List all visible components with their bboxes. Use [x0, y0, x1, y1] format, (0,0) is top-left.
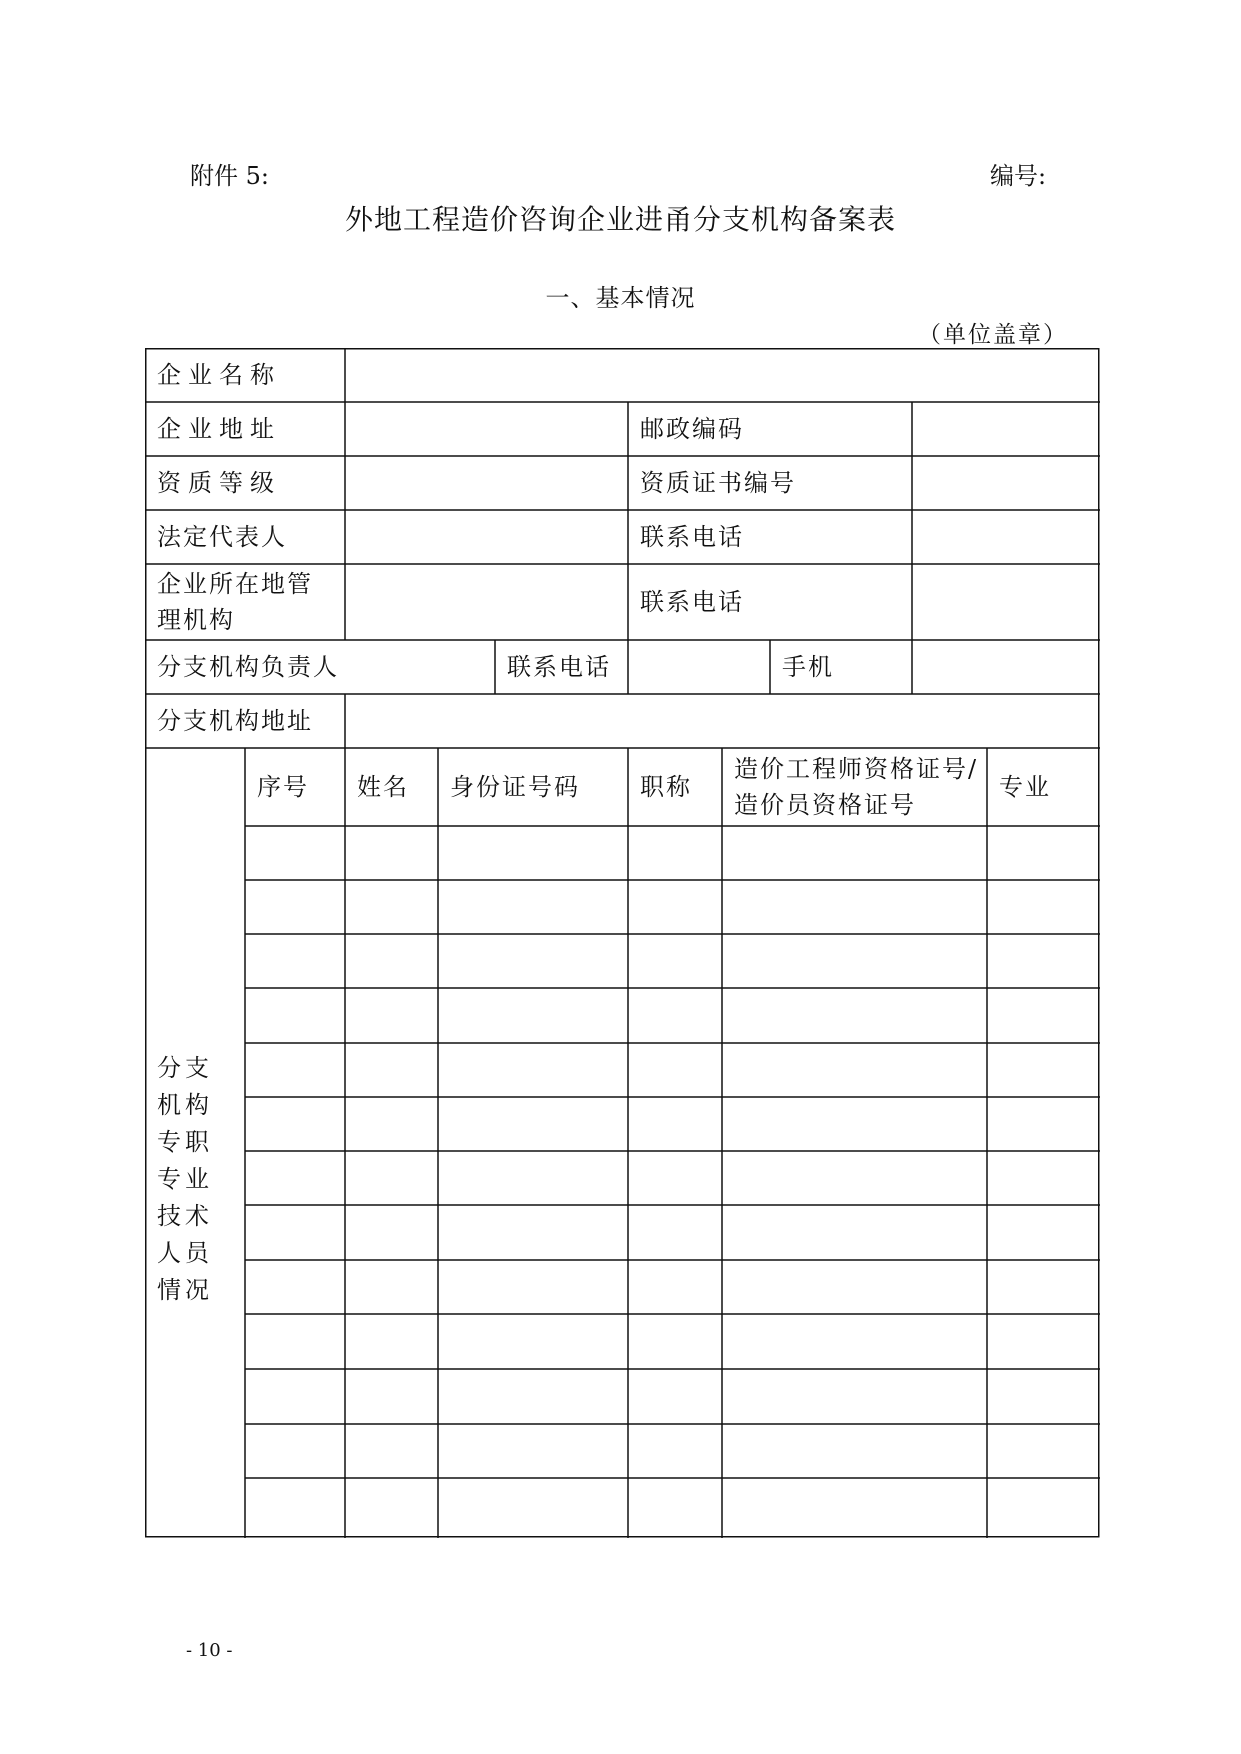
- col-header-id-number: 身份证号码: [450, 773, 580, 801]
- contact-phone-label-2: 联系电话: [640, 588, 744, 616]
- legal-representative-label: 法定代表人: [157, 523, 287, 551]
- page-number: - 10 -: [186, 1640, 233, 1661]
- staff-section-label: 分支机构专职专业技术人员情况: [157, 1054, 213, 1304]
- registration-form-table: [145, 348, 1100, 1538]
- form-title: 外地工程造价咨询企业进甬分支机构备案表: [344, 203, 896, 236]
- contact-phone-label-3: 联系电话: [507, 653, 611, 681]
- contact-phone-label: 联系电话: [640, 523, 744, 551]
- company-address-label: 企业地址: [157, 415, 281, 443]
- local-management-org-label: 企业所在地管理机构: [157, 570, 313, 634]
- stamp-note: （单位盖章）: [918, 322, 1068, 348]
- mobile-label: 手机: [782, 653, 834, 681]
- section-heading: 一、基本情况: [545, 284, 696, 312]
- qualification-cert-no-label: 资质证书编号: [640, 469, 796, 497]
- table-grid: [145, 348, 1100, 1538]
- qualification-level-label: 资质等级: [157, 469, 281, 497]
- company-name-label: 企业名称: [157, 361, 281, 389]
- col-header-cert-no: 造价工程师资格证号/造价员资格证号: [734, 755, 979, 819]
- col-header-no: 序号: [257, 773, 309, 801]
- branch-address-label: 分支机构地址: [157, 707, 313, 735]
- attachment-label: 附件 5:: [190, 162, 269, 190]
- col-header-major: 专业: [999, 773, 1051, 801]
- postal-code-label: 邮政编码: [640, 415, 744, 443]
- col-header-name: 姓名: [357, 773, 409, 801]
- serial-number-label: 编号:: [990, 162, 1047, 190]
- col-header-title: 职称: [640, 773, 692, 801]
- branch-head-label: 分支机构负责人: [157, 653, 339, 681]
